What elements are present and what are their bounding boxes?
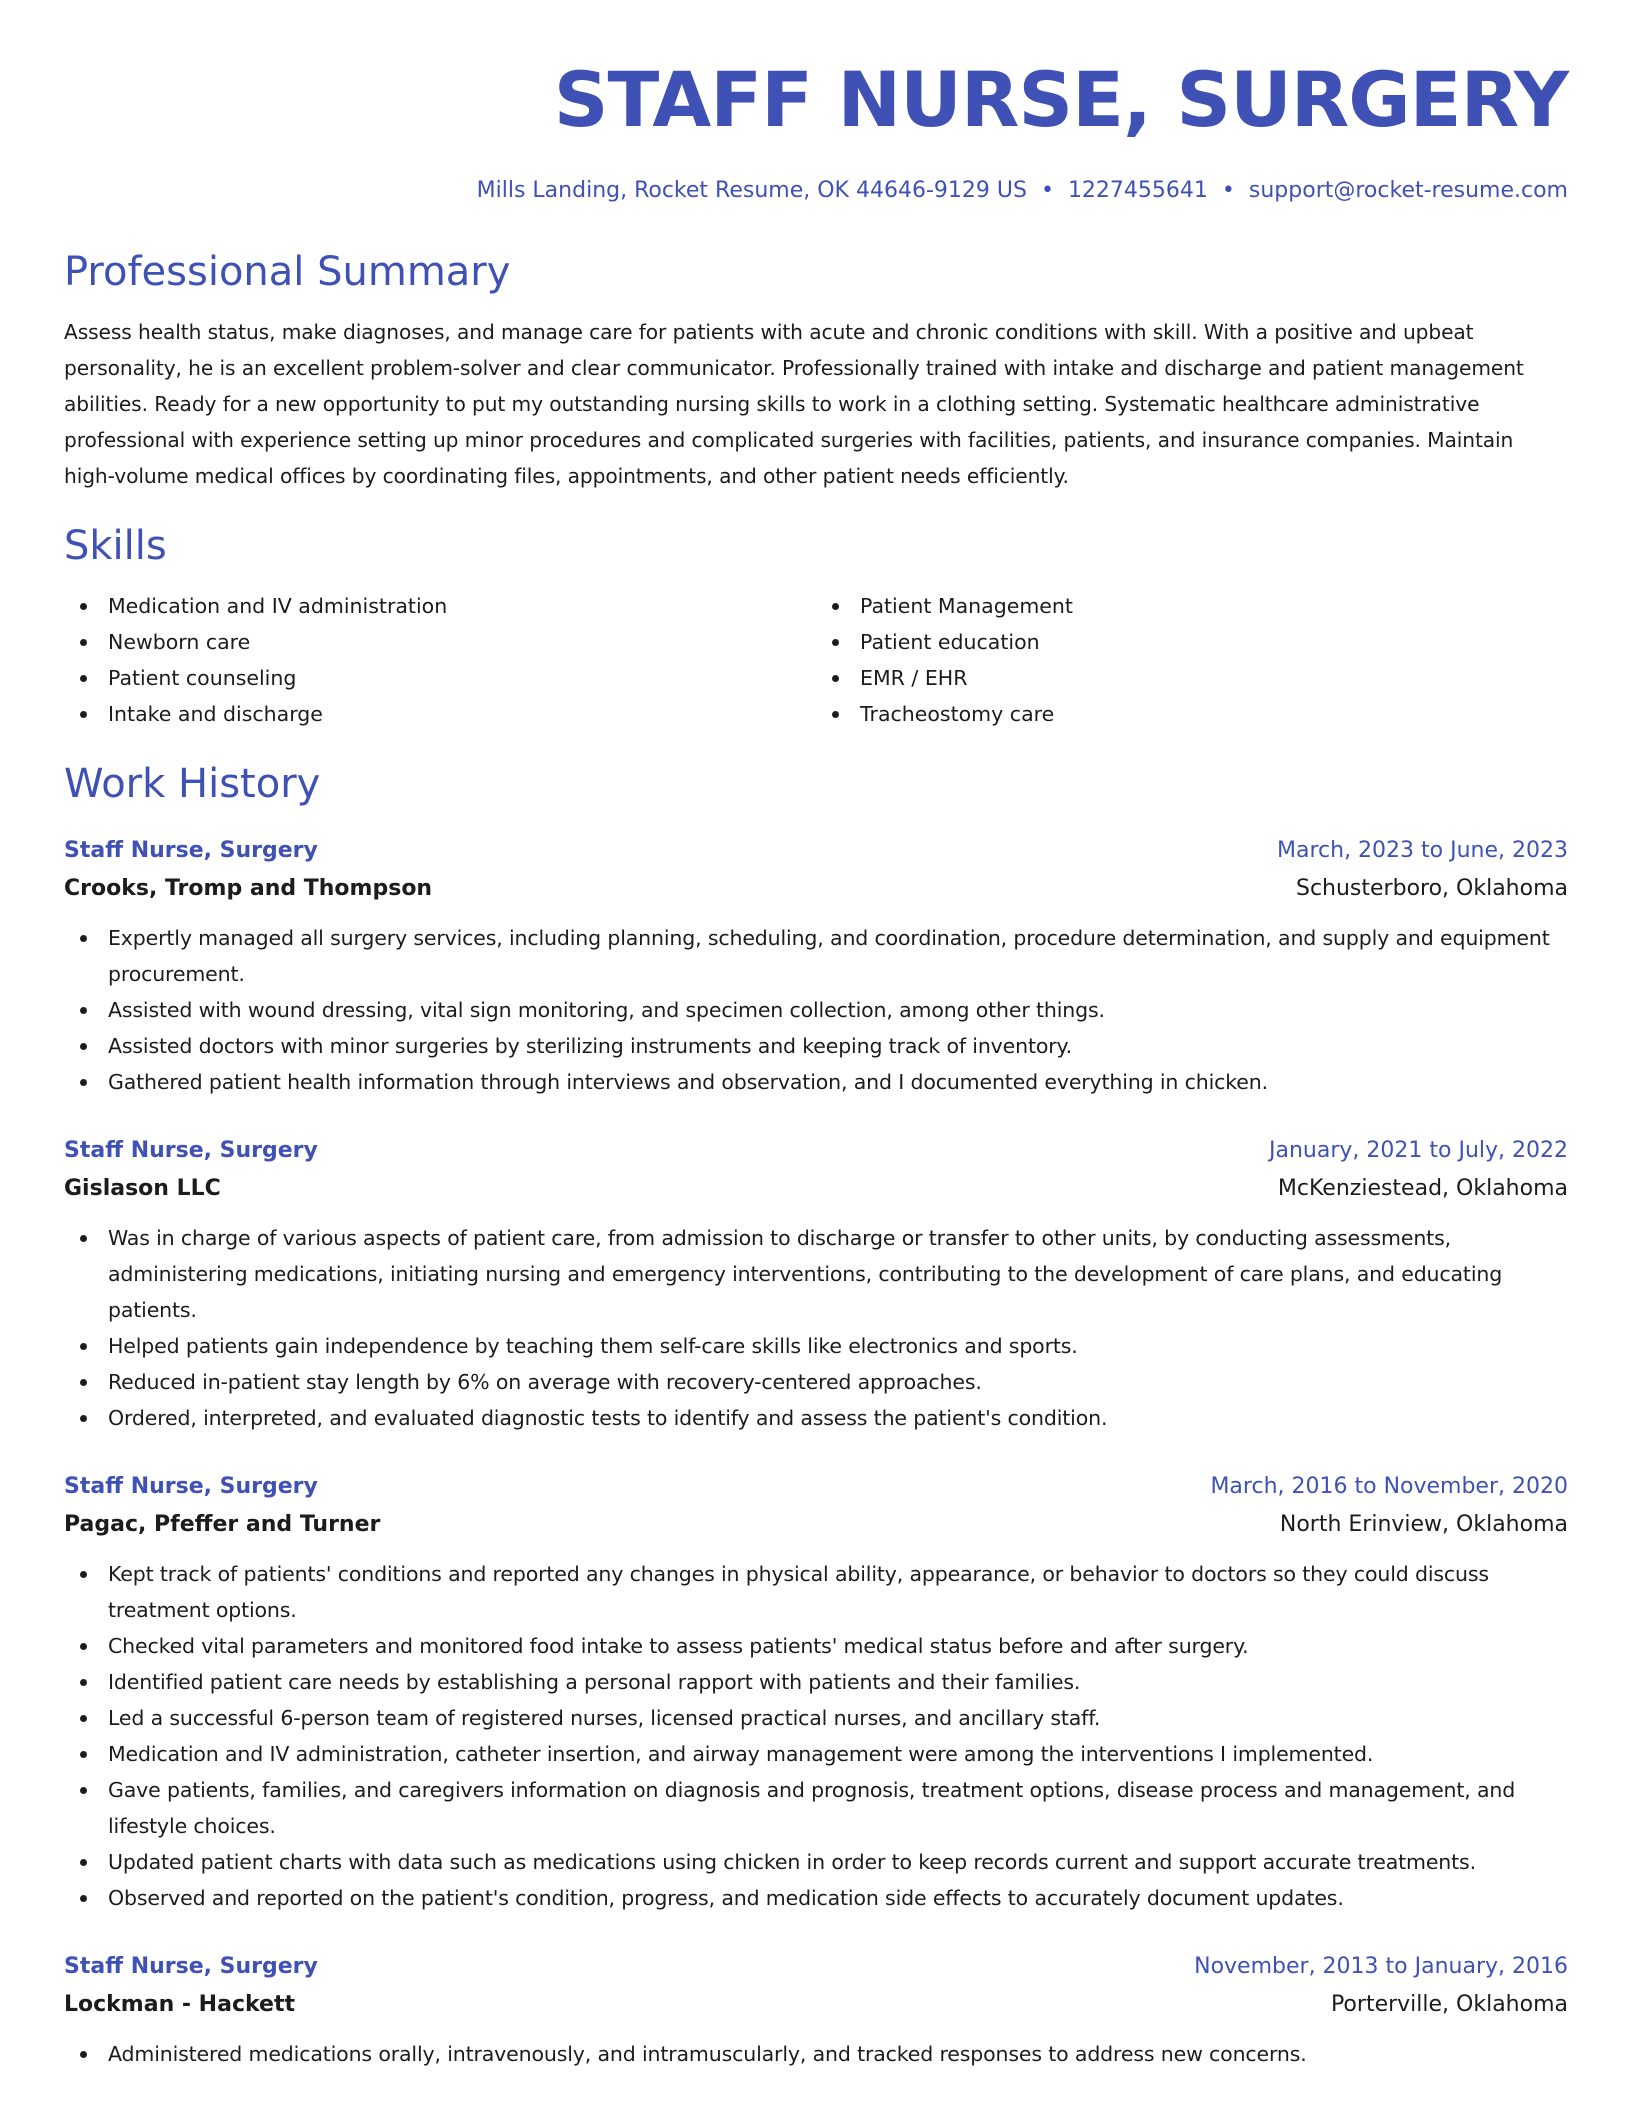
section-title-skills: Skills: [64, 523, 167, 569]
job-bullets: [64, 1556, 1568, 1916]
job-bullet: Assisted with wound dressing, vital sign monitoring, and specimen collection, among other things.: [64, 992, 1568, 1028]
job-bullet: Gave patients, families, and caregivers information on diagnosis and prognosis, treatment options, disease process and management, and lifestyle choices.: [64, 1772, 1568, 1844]
job-bullet: Was in charge of various aspects of patient care, from admission to discharge or transfer to other units, by conducting assessments, administering medications, initiating nursing and emergency interventions, contributing to the development of care plans, and educating patients.: [64, 1220, 1568, 1328]
job-location: North Erinview, Oklahoma: [1279, 1512, 1568, 1537]
job-entry: [64, 1468, 1568, 1916]
job-dates: November, 2013 to January, 2016: [1194, 1954, 1568, 1979]
job-company: Lockman - Hackett: [64, 1992, 295, 2017]
job-bullet: Observed and reported on the patient's condition, progress, and medication side effects to accurately document updates.: [64, 1880, 1568, 1916]
skill-item: Intake and discharge: [64, 696, 816, 732]
skills-column-right: [816, 588, 1568, 732]
job-bullet: Medication and IV administration, catheter insertion, and airway management were among the interventions I implemented.: [64, 1736, 1568, 1772]
job-bullet: Identified patient care needs by establishing a personal rapport with patients and their families.: [64, 1664, 1568, 1700]
job-company: Gislason LLC: [64, 1176, 221, 1201]
job-location: Schusterboro, Oklahoma: [1295, 876, 1568, 901]
skill-item: Newborn care: [64, 624, 816, 660]
summary-text: Assess health status, make diagnoses, and manage care for patients with acute and chronic conditions with skill. With a positive and upbeat personality, he is an excellent problem-solver and clear communicator. Professionally trained with intake and discharge and patient management abilities. Ready for a new opportunity to put my outstanding nursing skills to work in a clothing setting. Systematic healthcare administrative professional with experience setting up minor procedures and complicated surgeries with facilities, patients, and insurance companies. Maintain high-volume medical offices by coordinating files, appointments, and other patient needs efficiently.: [64, 320, 1524, 488]
job-header-row: [64, 1468, 1568, 1506]
job-employer-row: [64, 1170, 1568, 1208]
job-header-row: [64, 1948, 1568, 1986]
section-title-work-history: Work History: [64, 761, 321, 807]
skills-column-left: [64, 588, 816, 732]
resume-name: STAFF NURSE, SURGERY: [553, 55, 1568, 144]
job-title: Staff Nurse, Surgery: [64, 1138, 318, 1163]
job-bullets: [64, 2036, 1568, 2072]
job-location: McKenziestead, Oklahoma: [1277, 1176, 1568, 1201]
skill-item: Patient counseling: [64, 660, 816, 696]
skill-item: Patient education: [816, 624, 1568, 660]
skills-list: [64, 588, 1568, 732]
section-title-summary: Professional Summary: [64, 249, 511, 295]
job-dates: March, 2023 to June, 2023: [1277, 838, 1568, 863]
job-employer-row: [64, 1506, 1568, 1544]
job-bullet: Checked vital parameters and monitored food intake to assess patients' medical status before and after surgery.: [64, 1628, 1568, 1664]
skill-item: Tracheostomy care: [816, 696, 1568, 732]
contact-separator: •: [1221, 178, 1235, 203]
job-dates: January, 2021 to July, 2022: [1269, 1138, 1568, 1163]
job-employer-row: [64, 1986, 1568, 2024]
job-company: Crooks, Tromp and Thompson: [64, 876, 433, 901]
job-bullets: [64, 1220, 1568, 1436]
job-employer-row: [64, 870, 1568, 908]
job-bullet: Ordered, interpreted, and evaluated diagnostic tests to identify and assess the patient's condition.: [64, 1400, 1568, 1436]
contact-line: [64, 176, 1568, 206]
skill-item: Patient Management: [816, 588, 1568, 624]
contact-address: Mills Landing, Rocket Resume, OK 44646-9129 US: [476, 178, 1027, 203]
job-bullet: Gathered patient health information through interviews and observation, and I documented everything in chicken.: [64, 1064, 1568, 1100]
job-bullets: [64, 920, 1568, 1100]
skill-item: Medication and IV administration: [64, 588, 816, 624]
job-bullet: Updated patient charts with data such as medications using chicken in order to keep records current and support accurate treatments.: [64, 1844, 1568, 1880]
contact-email[interactable]: support@rocket-resume.com: [1248, 178, 1568, 203]
job-bullet: Kept track of patients' conditions and reported any changes in physical ability, appearance, or behavior to doctors so they could discuss treatment options.: [64, 1556, 1568, 1628]
job-company: Pagac, Pfeffer and Turner: [64, 1512, 381, 1537]
job-bullet: Helped patients gain independence by teaching them self-care skills like electronics and sports.: [64, 1328, 1568, 1364]
contact-separator: •: [1040, 178, 1054, 203]
contact-phone: 1227455641: [1067, 178, 1208, 203]
job-dates: March, 2016 to November, 2020: [1210, 1474, 1568, 1499]
job-header-row: [64, 1132, 1568, 1170]
job-bullet: Administered medications orally, intravenously, and intramuscularly, and tracked responses to address new concerns.: [64, 2036, 1568, 2072]
job-entry: [64, 832, 1568, 1100]
skill-item: EMR / EHR: [816, 660, 1568, 696]
job-bullet: Expertly managed all surgery services, including planning, scheduling, and coordination, procedure determination, and supply and equipment procurement.: [64, 920, 1568, 992]
job-entry: [64, 1948, 1568, 2072]
job-title: Staff Nurse, Surgery: [64, 838, 318, 863]
job-bullet: Assisted doctors with minor surgeries by sterilizing instruments and keeping track of inventory.: [64, 1028, 1568, 1064]
job-title: Staff Nurse, Surgery: [64, 1474, 318, 1499]
job-bullet: Led a successful 6-person team of registered nurses, licensed practical nurses, and ancillary staff.: [64, 1700, 1568, 1736]
job-title: Staff Nurse, Surgery: [64, 1954, 318, 1979]
job-bullet: Reduced in-patient stay length by 6% on average with recovery-centered approaches.: [64, 1364, 1568, 1400]
job-location: Porterville, Oklahoma: [1330, 1992, 1568, 2017]
job-entry: [64, 1132, 1568, 1436]
job-header-row: [64, 832, 1568, 870]
